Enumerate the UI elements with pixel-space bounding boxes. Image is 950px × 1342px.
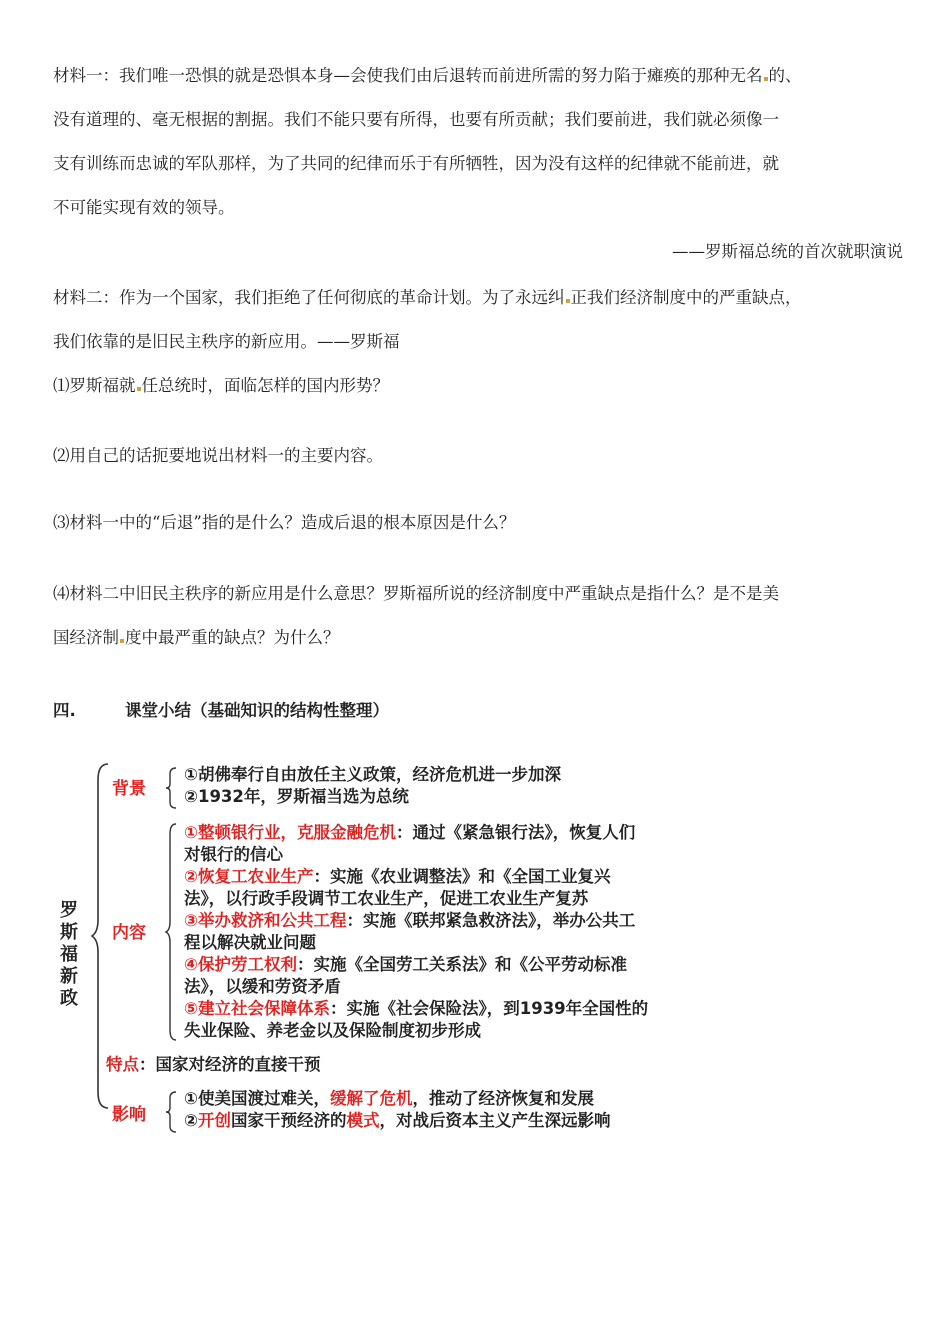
bullet-dot-icon (120, 639, 124, 643)
question-4: ⑷材料二中旧民主秩序的新应用是什么意思？罗斯福所说的经济制度中严重缺点是指什么？是不是美 国经济制 度中最严重的缺点？为什么？ (53, 584, 779, 647)
section-title: 课堂小结（基础知识的结构性整理） (125, 701, 389, 720)
question-1: ⑴罗斯福就 任总统时，面临怎样的国内形势？ (53, 376, 389, 395)
material-one-line-4: 不可能实现有效的领导。 (53, 198, 235, 217)
content-brace-icon (164, 822, 178, 1042)
material-one-line-2: 没有道理的、毫无根据的割据。我们不能只要有所得，也要有所贡献；我们要前进，我们就必须像一 (53, 110, 779, 129)
impact-item-1: ①使美国渡过难关，缓解了危机，推动了经济恢复和发展 (184, 1089, 594, 1108)
background-item-2: ②1932年，罗斯福当选为总统 (184, 787, 409, 806)
material-one-line-1: 材料一：我们唯一恐惧的就是恐惧本身—会使我们由后退转而前进所需的努力陷于瘫痪的那种无名 的、 (53, 66, 802, 85)
content-item-5-cont: 失业保险、养老金以及保险制度初步形成 (184, 1021, 481, 1040)
content-item-4-cont: 法》，以缓和劳资矛盾 (184, 977, 341, 996)
material-two-line-2: 我们依靠的是旧民主秩序的新应用。——罗斯福 (53, 332, 400, 351)
section-number: 四. (53, 701, 76, 720)
content-item-5: ⑤建立社会保障体系：实施《社会保险法》，到1939年全国性的 (184, 999, 649, 1018)
content-item-1: ①整顿银行业，克服金融危机：通过《紧急银行法》，恢复人们 (184, 823, 636, 842)
content-item-4: ④保护劳工权利：实施《全国劳工关系法》和《公平劳动标准 (184, 955, 627, 974)
category-content: 内容 (112, 923, 146, 943)
material-two (53, 276, 903, 364)
question-2: ⑵用自己的话扼要地说出材料一的主要内容。 (53, 446, 383, 465)
material-two-line-1: 材料二：作为一个国家，我们拒绝了任何彻底的革命计划。为了永远纠 正我们经济制度中的严重缺点， (53, 288, 802, 307)
background-brace-icon (164, 766, 178, 810)
material-one-line-3: 支有训练而忠诚的军队那样，为了共同的纪律而乐于有所牺牲，因为没有这样的纪律就不能前进，就 (53, 154, 779, 173)
bullet-dot-icon (764, 77, 768, 81)
content-item-1-cont: 对银行的信心 (184, 845, 283, 864)
section-heading (53, 697, 389, 721)
impact-item-2: ②开创国家干预经济的模式，对战后资本主义产生深远影响 (184, 1111, 611, 1130)
bullet-dot-icon (566, 299, 570, 303)
feature-row: 特点：国家对经济的直接干预 (106, 1055, 321, 1074)
question-3: ⑶材料一中的“后退”指的是什么？造成后退的根本原因是什么？ (53, 513, 516, 532)
diagram-root-title: 罗斯福新政 (60, 900, 78, 1009)
background-item-1: ①胡佛奉行自由放任主义政策，经济危机进一步加深 (184, 765, 561, 784)
category-background: 背景 (112, 779, 146, 799)
category-impact: 影响 (112, 1105, 146, 1125)
content-item-2-cont: 法》，以行政手段调节工农业生产，促进工农业生产复苏 (184, 889, 589, 908)
impact-brace-icon (164, 1090, 178, 1134)
material-one-source: ——罗斯福总统的首次就职演说 (672, 242, 903, 261)
summary-diagram (60, 760, 820, 1140)
content-item-3: ③举办救济和公共工程：实施《联邦紧急救济法》，举办公共工 (184, 911, 636, 930)
bullet-dot-icon (137, 387, 141, 391)
material-one (53, 54, 903, 274)
content-item-3-cont: 程以解决就业问题 (184, 933, 316, 952)
content-item-2: ②恢复工农业生产：实施《农业调整法》和《全国工业复兴 (184, 867, 611, 886)
